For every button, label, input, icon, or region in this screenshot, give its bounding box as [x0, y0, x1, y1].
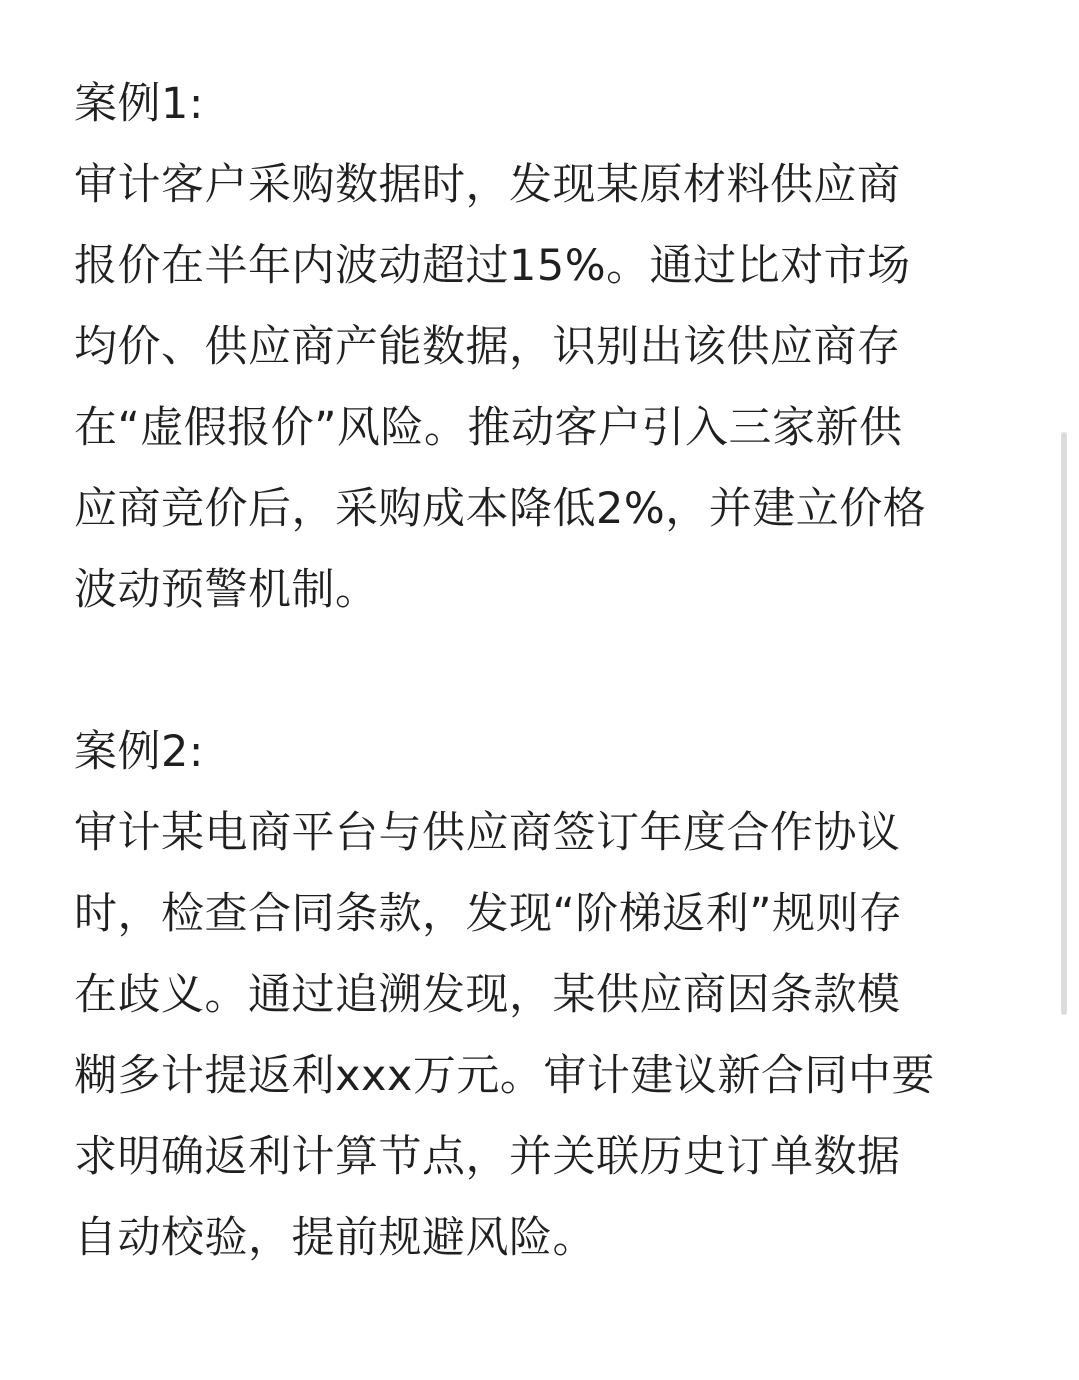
- paragraph-gap: [74, 631, 1034, 712]
- case2-line: 糊多计提返利xxx万元。审计建议新合同中要: [74, 1051, 935, 1101]
- case1-line: 在“虚假报价”风险。推动客户引入三家新供: [74, 403, 903, 453]
- case1-line: 波动预警机制。: [74, 565, 379, 615]
- case2-line: 审计某电商平台与供应商签订年度合作协议: [74, 808, 901, 858]
- case2-line: 在歧义。通过追溯发现，某供应商因条款模: [74, 970, 901, 1020]
- case1-line: 均价、供应商产能数据，识别出该供应商存: [74, 322, 901, 372]
- case2-line: 时，检查合同条款，发现“阶梯返利”规则存: [74, 889, 903, 939]
- case1-title: 案例1:: [74, 79, 204, 129]
- case2-title: 案例2:: [74, 727, 204, 777]
- case1-line: 应商竞价后，采购成本降低2%，并建立价格: [74, 484, 927, 534]
- vertical-scrollbar[interactable]: [1061, 432, 1067, 1015]
- article-body: [74, 64, 1034, 1279]
- case1-line: 审计客户采购数据时，发现某原材料供应商: [74, 160, 901, 210]
- case2-line: 自动校验，提前规避风险。: [74, 1213, 596, 1263]
- case2-line: 求明确返利计算节点，并关联历史订单数据: [74, 1132, 901, 1182]
- case1-line: 报价在半年内波动超过15%。通过比对市场: [74, 241, 911, 291]
